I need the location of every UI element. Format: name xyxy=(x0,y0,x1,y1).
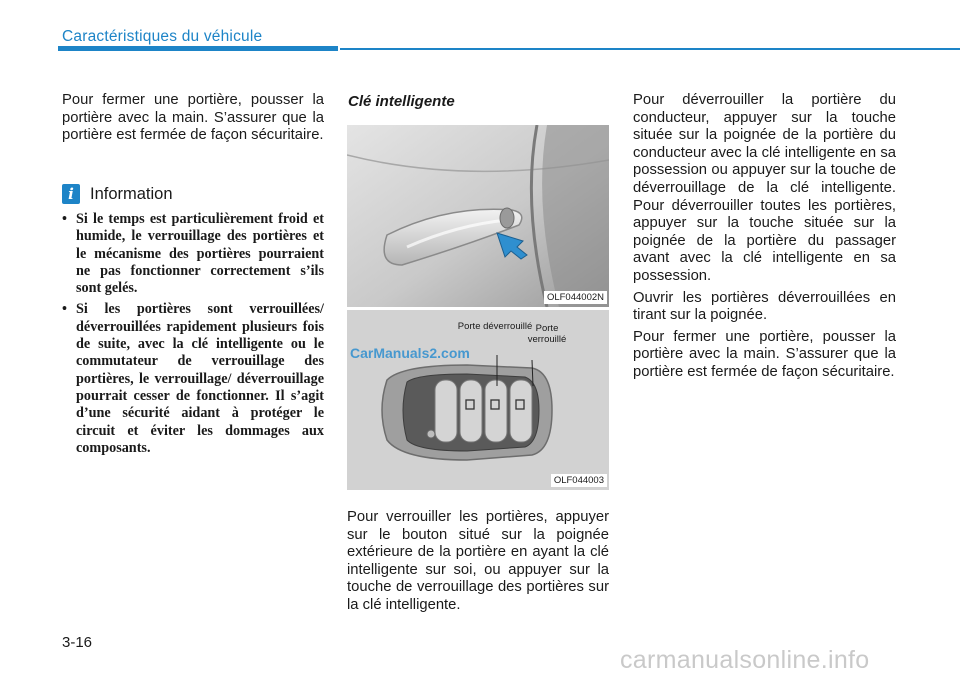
right-column xyxy=(633,92,896,386)
information-list xyxy=(62,211,324,461)
bullet-marker: • xyxy=(62,211,67,227)
section-header-title: Caractéristiques du véhicule xyxy=(62,28,263,45)
header-rule-thick xyxy=(58,46,338,51)
lock-button-label: Porte verrouillé xyxy=(527,323,567,345)
smart-key-title: Clé intelligente xyxy=(348,93,455,110)
unlock-instructions-paragraph: Pour déverrouiller la portière du conducteur, appuyer sur la touche située sur la poignée de la portière du conducteur avec la clé intelligente en sa possession ou appuyer sur la touche de déverrouillage de la clé intelligente. Pour déverrouiller toutes les portières, appuyer sur la touche située sur la poignée de la portière du passager avant avec la clé intelligente en sa possession. xyxy=(633,92,896,284)
header-rule-thin xyxy=(340,48,960,50)
open-doors-paragraph: Ouvrir les portières déverrouillées en tirant sur la poignée. xyxy=(633,289,896,324)
information-item xyxy=(62,301,324,457)
close-door-paragraph: Pour fermer une portière, pousser la portière avec la main. S’assurer que la portière est fermée de façon sécuritaire. xyxy=(633,328,896,380)
page-number: 3-16 xyxy=(62,634,93,651)
figure-code: OLF044003 xyxy=(551,474,607,487)
footer-watermark: carmanualsonline.info xyxy=(620,646,870,674)
information-item-text: Si le temps est particulièrement froid et humide, le verrouillage des portières et le mécanisme des portières pourraient ne pas fonctionner correctement s’ils sont gelés. xyxy=(76,211,324,297)
figure-code: OLF044002N xyxy=(544,291,607,304)
information-title: Information xyxy=(90,184,173,203)
unlock-button-label: Porte déverrouillé xyxy=(457,321,533,332)
information-item-text: Si les portières sont verrouillées/ déverrouillées rapidement plusieurs fois de suite, avec la clé intelligente ou le commutateur de verrouillage des portières, le verrouillage/ déverrouillage pourrait cesser de fonctionner. Il s’agit d’une sécurité aidant à protéger le circuit et éviter les dommages aux composants. xyxy=(76,301,324,456)
smart-key-figure xyxy=(347,310,609,490)
door-handle-figure xyxy=(347,125,609,307)
lock-instructions-paragraph: Pour verrouiller les portières, appuyer sur le bouton situé sur la poignée extérieure de la portière en ayant la clé intelligente sur soi, ou appuyer sur la touche de verrouillage des portières sur la clé intelligente. xyxy=(347,509,609,613)
left-intro-paragraph: Pour fermer une portière, pousser la portière avec la main. S’assurer que la portière est fermée de façon sécuritaire. xyxy=(62,92,324,144)
figure-watermark: CarManuals2.com xyxy=(350,345,470,361)
info-icon: i xyxy=(62,184,80,204)
information-heading xyxy=(62,184,173,204)
door-handle-illustration xyxy=(347,125,609,307)
information-item xyxy=(62,211,324,297)
bullet-marker: • xyxy=(62,301,67,318)
